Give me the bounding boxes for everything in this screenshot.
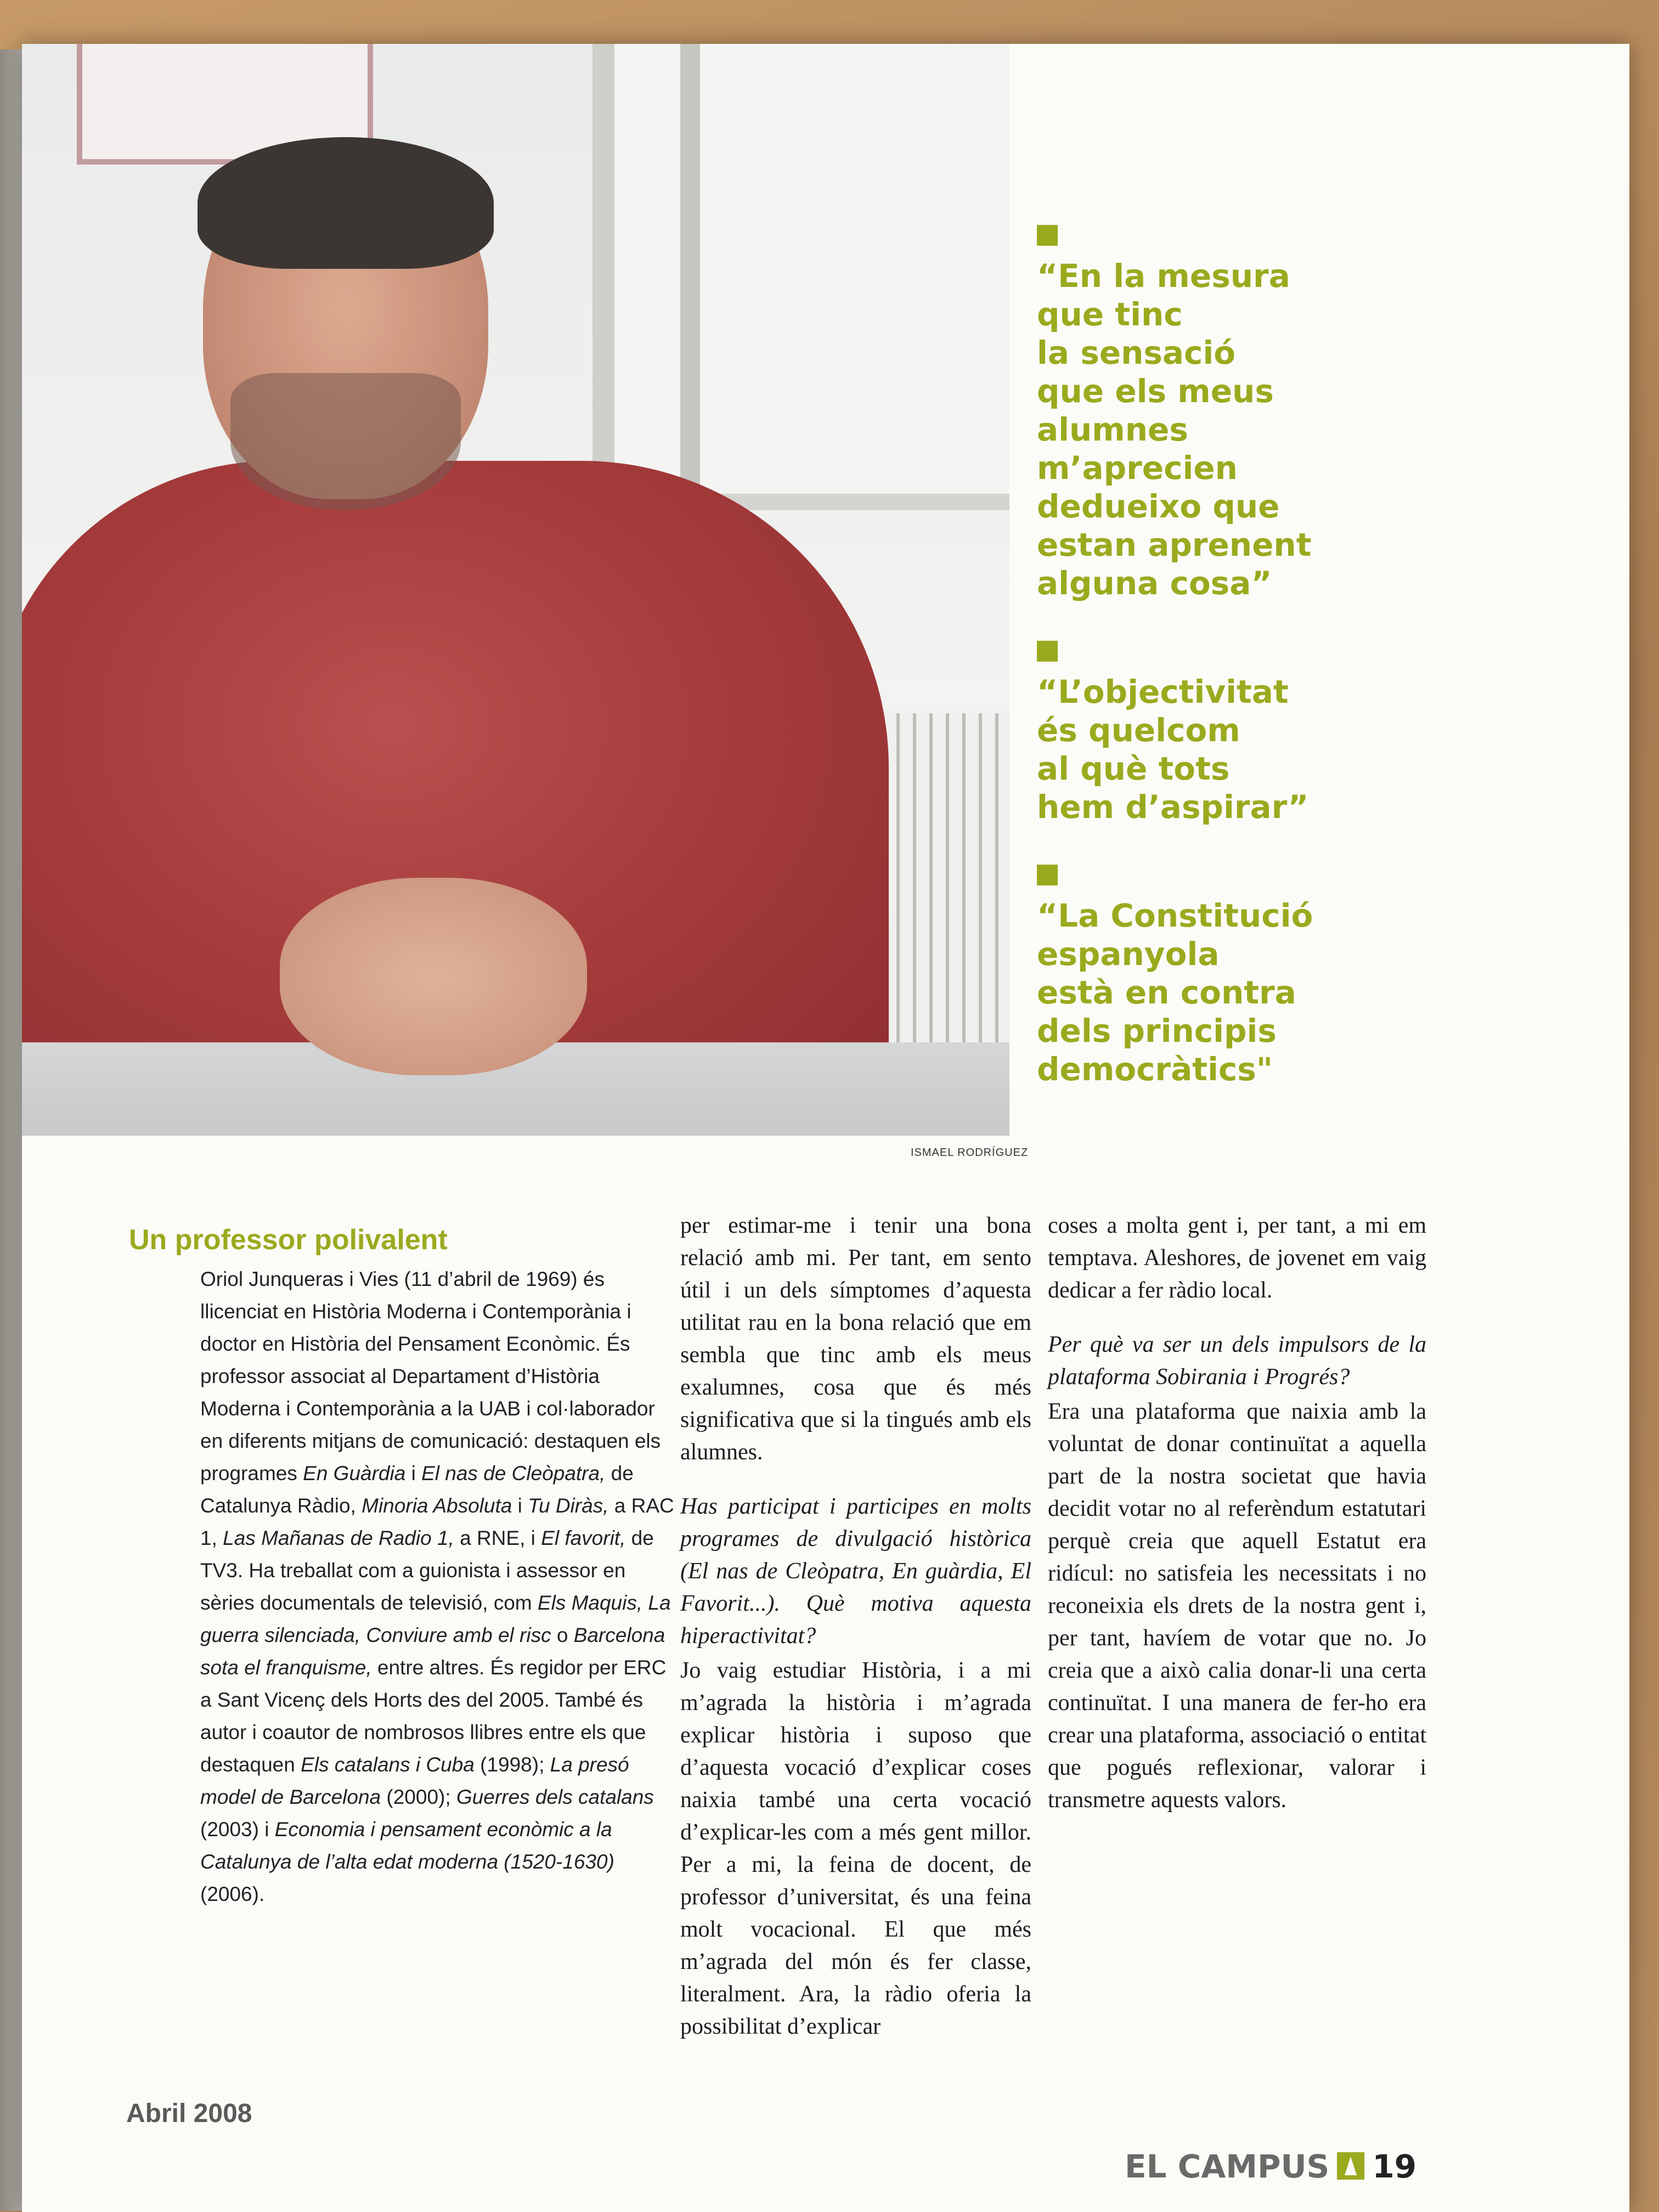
issue-date: Abril 2008	[126, 2099, 252, 2128]
interview-photo	[22, 44, 1009, 1136]
photo-credit: ISMAEL RODRÍGUEZ	[911, 1147, 1029, 1159]
sidebar-title: Un professor polivalent	[129, 1224, 448, 1256]
series-title: Barcelona sota el franquisme,	[200, 1624, 665, 1679]
pull-quote	[1037, 641, 1465, 826]
person-beard	[230, 373, 461, 510]
bio-text: a RNE, i	[454, 1527, 541, 1549]
bio-text: de TV3. Ha treballat com a guionista i assessor en sèries documentals de televisió, com	[200, 1527, 654, 1614]
pull-quote-text: “En la mesura que tinc la sensació que els meus alumnes m’aprecien dedueixo que estan aprenent alguna cosa”	[1037, 257, 1312, 602]
program-title: El favorit,	[541, 1527, 626, 1549]
bio-text: i	[405, 1462, 422, 1485]
article-column-middle	[680, 1210, 1031, 2065]
bio-text: (2003) i	[200, 1818, 275, 1841]
square-bullet-icon	[1037, 641, 1058, 662]
interview-answer: Era una plataforma que naixia amb la voluntat de donar continuïtat a aquella part de la nostra societat que havia decidit votar no al referèndum estatutari perquè creia que aquell Estatut era ridícul: no satisfeia les necessitats i no reconeixia els drets de la nostra gent i, per tant, havíem de votar que no. Jo creia que a això calia donar-li una certa continuïtat. I una manera de fer-ho era crear una plataforma, associació o entitat que pogués reflexionar, valorar i transmetre aquests valors.	[1048, 1399, 1426, 1813]
program-title: El nas de Cleòpatra,	[421, 1462, 606, 1485]
pull-quote	[1037, 865, 1465, 1088]
program-title: Las Mañanas de Radio 1,	[223, 1527, 454, 1549]
sidebar-text	[200, 1263, 683, 1910]
magazine-name: EL CAMPUS	[1125, 2148, 1330, 2185]
article-paragraph: per estimar-me i tenir una bona relació amb mi. Per tant, em sento útil i un dels símptomes d’aquesta utilitat rau en la bona relació que em sembla que tinc amb els meus exalumnes, cosa que és més significativa que si la tingués amb els alumnes.	[680, 1213, 1031, 1465]
pull-quote	[1037, 225, 1465, 602]
bio-text: i	[512, 1494, 528, 1517]
interview-question: Has participat i participes en molts programes de divulgació històrica (El nas de Cleòpatra, En guàrdia, El Favorit...). Què motiva aquesta hiperactivitat?	[680, 1494, 1031, 1649]
pull-quote-text: “L’objectivitat és quelcom al què tots hem d’aspirar”	[1037, 673, 1309, 826]
bio-text: (2006).	[200, 1883, 265, 1905]
bio-text: (2000);	[381, 1786, 456, 1808]
campus-logo-icon	[1337, 2152, 1364, 2180]
article-paragraph: coses a molta gent i, per tant, a mi em temptava. Aleshores, de jovenet em vaig dedicar a fer ràdio local.	[1048, 1213, 1426, 1303]
window-bar	[680, 44, 700, 494]
article-column-right	[1048, 1210, 1426, 1838]
square-bullet-icon	[1037, 865, 1058, 885]
interview-question: Per què va ser un dels impulsors de la plataforma Sobirania i Progrés?	[1048, 1332, 1426, 1390]
page-number: 19	[1372, 2148, 1417, 2185]
bio-text: Oriol Junqueras i Vies (11 d’abril de 1969) és llicenciat en Història Moderna i Contemporània i doctor en Història del Pensament Econòmic. És professor associat al Departament d’Història Moderna i Contemporània a la UAB i col·laborador en diferents mitjans de comunicació: destaquen els programes	[200, 1268, 661, 1485]
program-title: En Guàrdia	[303, 1462, 406, 1485]
person-hands	[280, 878, 587, 1075]
person-hair	[198, 137, 494, 269]
interview-answer: Jo vaig estudiar Història, i a mi m’agrada la història i m’agrada explicar història i suposo que d’aquesta vocació d’explicar coses naixia també una certa vocació d’explicar-les com a més gent millor. Per a mi, la feina de docent, de professor d’universitat, és una feina molt vocacional. El que més m’agrada del món és fer classe, literalment. Ara, la ràdio oferia la possibilitat d’explicar	[680, 1658, 1031, 2039]
bio-text: entre altres. És regidor per ERC a Sant Vicenç dels Horts des del 2005. També és autor i coautor de nombrosos llibres entre els que destaquen	[200, 1656, 667, 1776]
magazine-footer	[1125, 2148, 1417, 2185]
bio-text: a RAC 1,	[200, 1494, 674, 1549]
bio-text: (1998);	[474, 1753, 550, 1776]
magazine-page	[22, 44, 1629, 2212]
book-title: Guerres dels catalans	[456, 1786, 654, 1808]
window	[592, 44, 1009, 510]
book-title: Economia i pensament econòmic a la Catalunya de l’alta edat moderna (1520-1630)	[200, 1818, 614, 1873]
series-title: Els Maquis, La guerra silenciada, Conviure amb el risc	[200, 1592, 671, 1646]
bio-sidebar	[129, 1223, 683, 1910]
book-title: La presó model de Barcelona	[200, 1753, 629, 1808]
pull-quotes	[1037, 225, 1465, 1127]
bio-text: de Catalunya Ràdio,	[200, 1462, 634, 1517]
program-title: Tu Diràs,	[528, 1494, 609, 1517]
book-title: Els catalans i Cuba	[301, 1753, 475, 1776]
pull-quote-text: “La Constitució espanyola està en contra dels principis democràtics"	[1037, 897, 1313, 1088]
bio-text: o	[551, 1624, 574, 1646]
square-bullet-icon	[1037, 225, 1058, 246]
program-title: Minoria Absoluta	[362, 1494, 512, 1517]
